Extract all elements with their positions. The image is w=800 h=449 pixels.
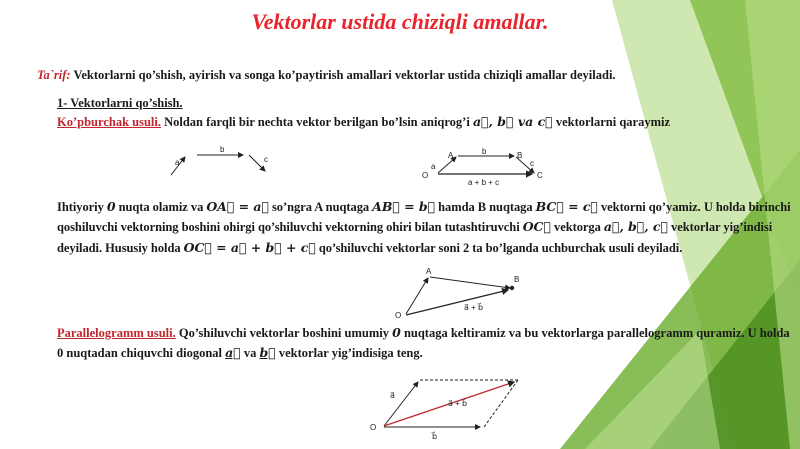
vector-b-label: b bbox=[482, 147, 487, 156]
vector-a-arrow bbox=[384, 382, 418, 426]
slide-title: Vektorlar ustida chiziqli amallar. bbox=[251, 9, 549, 34]
text-segment: va bbox=[240, 346, 260, 361]
vector-b-label: b⃗ bbox=[432, 432, 438, 441]
parallelogram-label: Parallelogramm usuli. bbox=[57, 326, 176, 340]
text-segment: vektorga bbox=[550, 220, 604, 235]
vector-a-label: a bbox=[175, 158, 180, 167]
parallelogram-figure bbox=[366, 372, 526, 444]
triangle-rule-paragraph bbox=[57, 197, 797, 258]
text-segment: nuqta olamiz va bbox=[115, 200, 207, 214]
vector-b-arrow bbox=[430, 277, 510, 288]
parallelogram-right-edge bbox=[484, 380, 518, 427]
polygon-method-figure bbox=[418, 145, 553, 187]
text-segment: vektorlar yig’indisi deyiladi. Hususiy holda bbox=[57, 220, 773, 255]
vector-b: b⃗ bbox=[259, 345, 276, 361]
point-o: 0 bbox=[392, 325, 401, 340]
point-c-label: C bbox=[537, 171, 543, 180]
text-segment: hamda B nuqtaga bbox=[435, 200, 536, 214]
point-b-dot bbox=[510, 286, 514, 290]
polygon-method-text-end: vektorlarni qaraymiz bbox=[552, 115, 671, 129]
vectors-figure bbox=[165, 145, 285, 185]
sum-label: a + b + c bbox=[468, 178, 500, 187]
definition-text: Vektorlarni qo’shish, ayirish va songa ko’paytirish amallari vektorlar ustida chiziqli amallar deyiladi. bbox=[70, 68, 616, 82]
text-segment: vektorni qo’yamiz. U holda birinchi qoshiluvchi vektorning boshini ohirgi qo’shiluvchi vektorning ohiri bilan tutashtiruvchi bbox=[57, 200, 791, 235]
text-segment: vektorlar yig’indisiga teng. bbox=[275, 346, 423, 361]
sum-label: a⃗ + b⃗ bbox=[464, 303, 484, 312]
polygon-method-label: Ko’pburchak usuli. bbox=[57, 115, 161, 129]
point-b-label: B bbox=[517, 151, 523, 160]
vector-oc: OC⃗ bbox=[522, 219, 551, 235]
equation-sum: OC⃗ = a⃗ + b⃗ + c⃗ bbox=[183, 239, 316, 255]
polygon-method-paragraph bbox=[57, 113, 670, 131]
vector-c-arrow bbox=[249, 155, 265, 171]
triangle-method-figure bbox=[392, 266, 527, 321]
equation-ab: AB⃗ = b⃗ bbox=[372, 199, 436, 214]
vector-c-label: c bbox=[264, 155, 268, 164]
point-b-label: B bbox=[514, 275, 520, 284]
text-segment: Qo’shiluvchi vektorlar boshini umumiy bbox=[175, 326, 393, 340]
vectors-abc: a⃗, b⃗, c⃗ bbox=[603, 219, 668, 235]
vector-sum-arrow bbox=[406, 290, 508, 315]
text-segment: Ihtiyoriy bbox=[57, 200, 107, 214]
point-a-label: A bbox=[426, 267, 432, 276]
vector-a: a⃗ bbox=[225, 345, 241, 361]
definition-label: Ta`rif: bbox=[37, 68, 71, 82]
definition-paragraph bbox=[37, 66, 616, 84]
vector-a-arrow bbox=[406, 278, 428, 314]
vector-a-label: a bbox=[431, 162, 436, 171]
equation-bc: BC⃗ = c⃗ bbox=[535, 199, 598, 214]
vector-c-label: c bbox=[530, 159, 534, 168]
polygon-method-vectors: a⃗, b⃗ va c⃗ bbox=[472, 114, 553, 129]
section-heading: 1- Vektorlarni qo’shish. bbox=[57, 96, 183, 110]
text-segment: qo’shiluvchi vektorlar soni 2 ta bo’lganda uchburchak usuli deyiladi. bbox=[315, 240, 683, 255]
polygon-method-text: Noldan farqli bir nechta vektor berilgan bo’lsin aniqrog’i bbox=[160, 115, 473, 129]
sum-label: a⃗ + b⃗ bbox=[448, 399, 468, 408]
point-o-label: O bbox=[395, 311, 402, 320]
text-segment: nuqtaga keltiramiz va bu vektorlarga parallelogramm quramiz. U holda 0 nuqtadan chiquvchi diogonal bbox=[57, 326, 790, 361]
vector-b-label: b bbox=[220, 145, 225, 154]
point-o: 0 bbox=[106, 199, 116, 214]
equation-oa: OA⃗ = a⃗ bbox=[206, 199, 269, 214]
vector-a-label: a⃗ bbox=[390, 391, 395, 400]
point-o-label: O bbox=[370, 423, 377, 432]
parallelogram-paragraph bbox=[57, 323, 797, 364]
text-segment: so’ngra A nuqtaga bbox=[268, 200, 373, 214]
point-o-label: O bbox=[422, 171, 429, 180]
point-a-label: A bbox=[448, 151, 454, 160]
